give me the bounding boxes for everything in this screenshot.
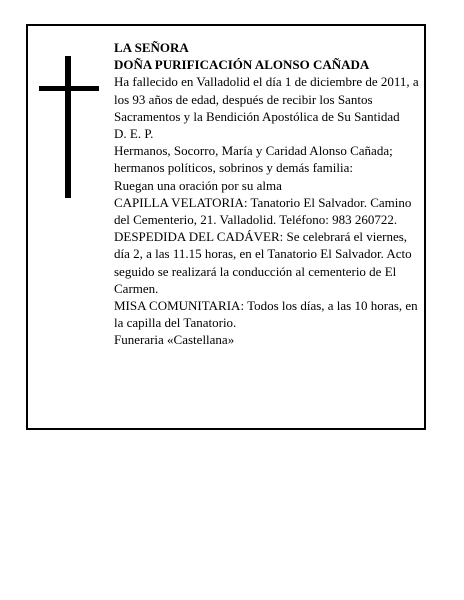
cross-vertical-bar [65,56,71,198]
mass-section [114,297,422,331]
deceased-name: DOÑA PURIFICACIÓN ALONSO CAÑADA [114,57,370,73]
cross-icon [39,56,99,198]
farewell-label: DESPEDIDA DEL CADÁVER: [114,229,284,245]
chapel-section [114,194,422,228]
farewell-details: Se celebrará el viernes, día 2, a las 11.15 horas, en el Tanatorio El Salvador. Acto seguido se realizará la conducción al cementerio de El Carmen. [114,229,412,296]
dep: D. E. P. [114,126,154,142]
family-members: Hermanos, Socorro, María y Caridad Alonso Cañada; hermanos políticos, sobrinos y demás familia: [114,143,393,176]
obituary-notice [26,24,426,430]
funeral-home: Funeraria «Castellana» [114,332,235,348]
farewell-section [114,228,422,297]
chapel-label: CAPILLA VELATORIA: [114,194,248,210]
cross-horizontal-bar [39,86,99,91]
prayer-request: Ruegan una oración por su alma [114,177,282,193]
mass-label: MISA COMUNITARIA: [114,298,245,314]
notice-text [114,39,422,349]
death-announcement: Ha fallecido en Valladolid el día 1 de diciembre de 2011, a los 93 años de edad, después de recibir los Santos Sacramentos y la Bendición Apostólica de Su Santidad [114,74,419,124]
chapel-details: Tanatorio El Salvador. Camino del Cementerio, 21. Valladolid. Teléfono: 983 260722. [114,194,412,228]
notice-title-line1: LA SEÑORA [114,40,189,55]
mass-details: Todos los días, a las 10 horas, en la capilla del Tanatorio. [114,298,418,331]
